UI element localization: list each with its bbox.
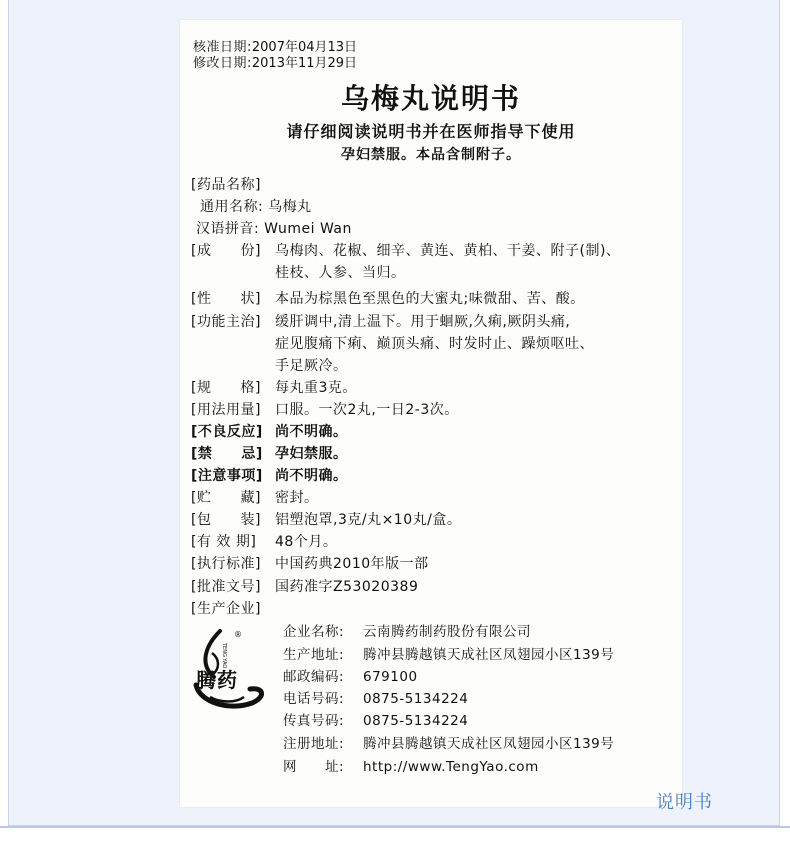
- ingredients-row: [191, 240, 261, 262]
- logo-side-text: TENG YAO: [221, 643, 227, 669]
- phone-value: 0875-5134224: [363, 691, 469, 707]
- standard-value: 中国药典2010年版一部: [275, 556, 429, 572]
- fax-row: [283, 711, 468, 731]
- character-value: 本品为棕黑色至黑色的大蜜丸;味微甜、苦、酸。: [275, 291, 585, 307]
- caution-label: [注意事项]: [191, 468, 263, 484]
- modify-date-label: 修改日期:: [193, 56, 252, 71]
- spec-value: 每丸重3克。: [275, 380, 357, 396]
- function-label: [功能主治]: [191, 314, 261, 330]
- generic-name: 通用名称: 乌梅丸: [200, 199, 312, 215]
- company-name-value: 云南腾药制药股份有限公司: [363, 624, 531, 640]
- postcode-row: [283, 667, 418, 687]
- function-text-2: 症见腹痛下痢、巅顶头痛、时发时止、躁烦呕吐、: [275, 336, 594, 352]
- postcode-label: 邮政编码:: [283, 669, 345, 685]
- usage-value: 口服。一次2丸,一日2-3次。: [275, 402, 459, 418]
- adverse-value: 尚不明确。: [275, 424, 348, 440]
- ingredients-text-1: 乌梅肉、花椒、细辛、黄连、黄柏、干姜、附子(制)、: [275, 243, 621, 259]
- logo-wordmark: 腾药: [196, 668, 238, 692]
- production-address-row: [283, 645, 614, 665]
- pinyin-name: 汉语拼音: Wumei Wan: [196, 221, 352, 237]
- contraindication-value: 孕妇禁服。: [275, 446, 348, 462]
- character-label: [性 状]: [191, 291, 261, 307]
- pregnancy-warning: 孕妇禁服。本品含制附子。: [341, 147, 521, 163]
- approval-date-value: 2007年04月13日: [251, 40, 358, 55]
- spec-label: [规 格]: [191, 380, 261, 396]
- caution-value: 尚不明确。: [275, 468, 348, 484]
- contraindication-label: [禁 忌]: [191, 446, 263, 462]
- usage-warning: 请仔细阅读说明书并在医师指导下使用: [286, 122, 576, 141]
- approval-date: [193, 40, 357, 56]
- drug-name-header: [药品名称]: [191, 177, 261, 193]
- package-label: [包 装]: [191, 512, 261, 528]
- validity-value: 48个月。: [275, 534, 338, 550]
- registered-address-value: 腾冲县腾越镇天成社区凤翅园小区139号: [363, 736, 615, 752]
- approval-number-label: [批准文号]: [191, 579, 261, 595]
- validity-label: [有 效 期]: [191, 534, 257, 550]
- function-text-1: 缓肝调中,清上温下。用于蛔厥,久痢,厥阴头痛,: [275, 314, 571, 330]
- modify-date: [193, 56, 357, 72]
- production-address-label: 生产地址:: [283, 647, 345, 663]
- manufacturer-header: [生产企业]: [191, 601, 261, 617]
- phone-label: 电话号码:: [283, 691, 345, 707]
- approval-number-value: 国药准字Z53020389: [275, 579, 419, 595]
- fax-label: 传真号码:: [283, 713, 345, 729]
- fax-value: 0875-5134224: [363, 713, 469, 729]
- ingredients-text-2: 桂枝、人参、当归。: [275, 265, 406, 281]
- phone-row: [283, 689, 468, 709]
- function-text-3: 手足厥冷。: [275, 358, 348, 374]
- website-row: [283, 757, 539, 777]
- adverse-label: [不良反应]: [191, 424, 263, 440]
- standard-label: [执行标准]: [191, 556, 261, 572]
- ingredients-label: [成 份]: [191, 243, 261, 259]
- usage-label: [用法用量]: [191, 402, 261, 418]
- document-title: 乌梅丸说明书: [340, 82, 521, 115]
- company-name-label: 企业名称:: [283, 624, 345, 640]
- company-name-row: [283, 622, 531, 642]
- website-link[interactable]: http://www.TengYao.com: [363, 759, 539, 775]
- production-address-value: 腾冲县腾越镇天成社区凤翅园小区139号: [363, 647, 615, 663]
- postcode-value: 679100: [363, 669, 418, 685]
- modify-date-value: 2013年11月29日: [251, 56, 358, 71]
- registered-address-row: [283, 734, 614, 754]
- storage-value: 密封。: [275, 490, 319, 506]
- package-value: 铝塑泡罩,3克/丸×10丸/盒。: [275, 512, 462, 528]
- registered-address-label: 注册地址:: [283, 736, 345, 752]
- registered-mark: ®: [234, 630, 242, 639]
- image-caption: 说明书: [656, 792, 713, 813]
- storage-label: [贮 藏]: [191, 490, 261, 506]
- website-label: 网 址:: [283, 759, 345, 775]
- bottom-divider: [0, 826, 790, 828]
- approval-date-label: 核准日期:: [193, 40, 252, 55]
